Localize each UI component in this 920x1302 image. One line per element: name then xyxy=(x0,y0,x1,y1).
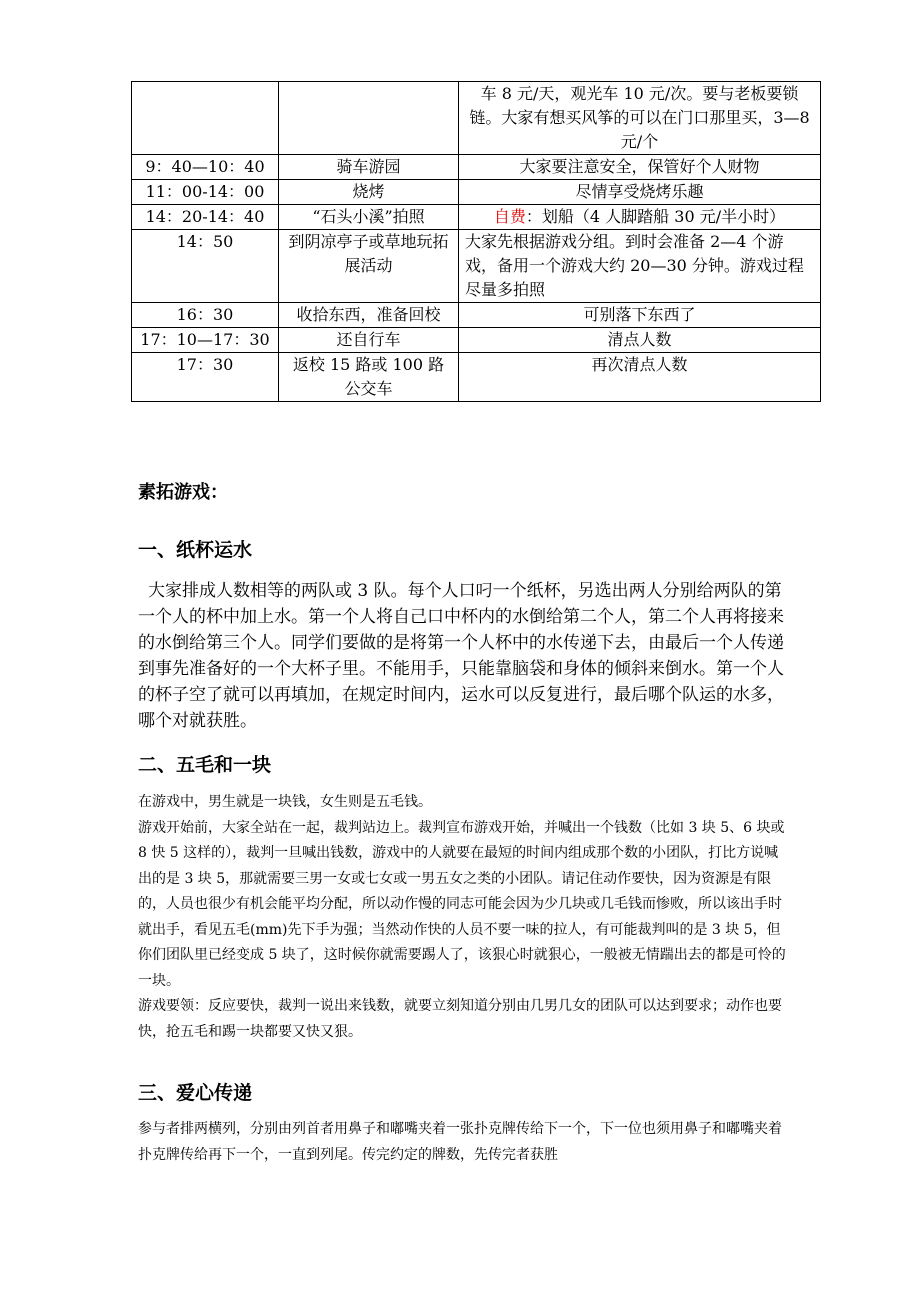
note-cell xyxy=(459,205,821,230)
table-row xyxy=(132,205,821,230)
activity-cell xyxy=(279,82,459,155)
activity-cell: “石头小溪”拍照 xyxy=(279,205,459,230)
self-pay-label: 自费 xyxy=(493,207,526,226)
time-cell: 14：20-14：40 xyxy=(132,205,279,230)
game-title: 二、五毛和一块 xyxy=(138,754,272,776)
game-title: 一、纸杯运水 xyxy=(138,539,253,561)
note-cell: 大家要注意安全，保管好个人财物 xyxy=(459,155,821,180)
activity-cell: 收拾东西，准备回校 xyxy=(279,303,459,328)
time-cell: 14：50 xyxy=(132,230,279,303)
time-cell: 17：10—17：30 xyxy=(132,328,279,353)
note-cell: 可别落下东西了 xyxy=(459,303,821,328)
game-title: 三、爱心传递 xyxy=(138,1082,253,1104)
table-row xyxy=(132,82,821,155)
section-title: 素拓游戏： xyxy=(138,482,228,503)
note-cell: 清点人数 xyxy=(459,328,821,353)
table-row xyxy=(132,155,821,180)
table-row xyxy=(132,328,821,353)
note-cell: 再次清点人数 xyxy=(459,353,821,402)
paragraph: 在游戏中，男生就是一块钱，女生则是五毛钱。 xyxy=(138,794,432,810)
game-description xyxy=(138,1117,788,1168)
paragraph: 游戏要领：反应要快，裁判一说出来钱数，就要立刻知道分别由几男几女的团队可以达到要求；动作也要快，抢五毛和踢一块都要又快又狠。 xyxy=(138,998,782,1040)
time-cell: 11：00-14：00 xyxy=(132,180,279,205)
activity-cell: 还自行车 xyxy=(279,328,459,353)
activity-cell: 返校 15 路或 100 路公交车 xyxy=(279,353,459,402)
table-row xyxy=(132,303,821,328)
time-cell: 9：40—10：40 xyxy=(132,155,279,180)
time-cell: 16：30 xyxy=(132,303,279,328)
paragraph: 游戏开始前，大家全站在一起，裁判站边上。裁判宣布游戏开始，并喊出一个钱数（比如 3 块 5、6 块或 8 快 5 这样的），裁判一旦喊出钱数，游戏中的人就要在最短的时间内组成那个数的小团队，打比方说喊出的是 3 块 5，那就需要三男一女或七女或一男五女之类的小团队。请记住动作要快，因为资源是有限的，人员也很少有机会能平均分配，所以动作慢的同志可能会因为少几块或几毛钱而惨败，所以该出手时就出手，看见五毛(mm)先下手为强；当然动作快的人员不要一味的拉人，有可能裁判叫的是 3 块 5，但你们团队里已经变成 5 块了，这时候你就需要踢人了，该狠心时就狠心，一般被无情踹出去的都是可怜的一块。 xyxy=(138,819,786,989)
table-row xyxy=(132,180,821,205)
time-cell: 17：30 xyxy=(132,353,279,402)
schedule-table xyxy=(131,81,821,402)
note-cell: 大家先根据游戏分组。到时会准备 2—4 个游戏，备用一个游戏大约 20—30 分钟。游戏过程尽量多拍照 xyxy=(459,230,821,303)
game-description xyxy=(138,790,788,1045)
activity-cell: 骑车游园 xyxy=(279,155,459,180)
activity-cell: 到阴凉亭子或草地玩拓展活动 xyxy=(279,230,459,303)
paragraph: 参与者排两横列，分别由列首者用鼻子和嘟嘴夹着一张扑克牌传给下一个，下一位也须用鼻子和嘟嘴夹着扑克牌传给再下一个，一直到列尾。传完约定的牌数，先传完者获胜 xyxy=(138,1121,782,1163)
table-row xyxy=(132,353,821,402)
note-cell: 尽情享受烧烤乐趣 xyxy=(459,180,821,205)
note-cell: 车 8 元/天，观光车 10 元/次。要与老板要锁链。大家有想买风筝的可以在门口那里买，3—8 元/个 xyxy=(459,82,821,155)
time-cell xyxy=(132,82,279,155)
game-description xyxy=(138,578,788,734)
paragraph: 大家排成人数相等的两队或 3 队。每个人口叼一个纸杯，另选出两人分别给两队的第一个人的杯中加上水。第一个人将自己口中杯内的水倒给第二个人，第二个人再将接来的水倒给第三个人。同学们要做的是将第一个人杯中的水传递下去，由最后一个人传递到事先准备好的一个大杯子里。不能用手，只能靠脑袋和身体的倾斜来倒水。第一个人的杯子空了就可以再填加，在规定时间内，运水可以反复进行，最后哪个队运的水多，哪个对就获胜。 xyxy=(138,581,784,731)
note-text: ：划船（4 人脚踏船 30 元/半小时） xyxy=(525,207,786,226)
table-row xyxy=(132,230,821,303)
activity-cell: 烧烤 xyxy=(279,180,459,205)
